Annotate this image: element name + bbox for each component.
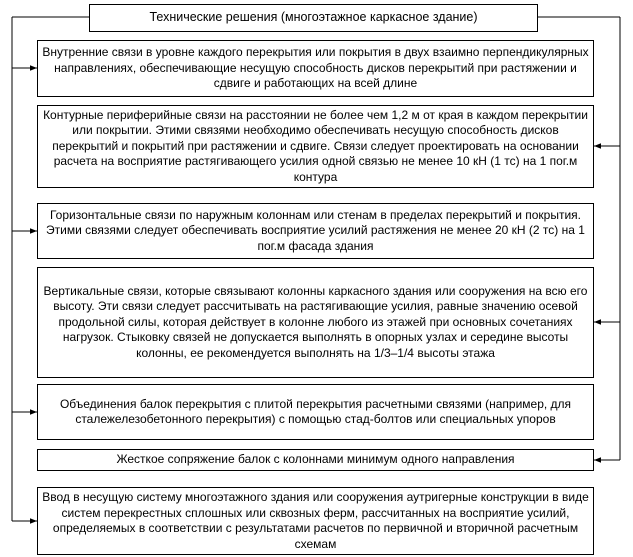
solution-text-1: Внутренние связи в уровне каждого перекрытия или покрытия в двух взаимно перпендикулярных направлениях, обеспечивающие несущую способность дисков перекрытий при растяжении и сдвиге и работающих на всей длине — [42, 45, 589, 91]
solution-text-7: Ввод в несущую систему многоэтажного здания или сооружения аутригерные конструкции в виде систем перекрестных сплошных или сквозных ферм, рассчитанных на восприятие усилий, определяемых в соответствии с результатами расчетов по первичной и вторичной расчетным схемам — [42, 490, 589, 551]
solution-text-4: Вертикальные связи, которые связывают колонны каркасного здания или сооружения на всю его высоту. Эти связи следует рассчитывать на растягивающие усилия, равные значению осевой продольной силы, которая действует в колонне любого из этажей при основных сочетаниях нагрузок. Стыковку связей не допускается выполнять в опорных узлах и середине высоты колонны, ее рекомендуется выполнять на 1/3–1/4 высоты этажа — [43, 283, 588, 360]
solution-box-6 — [37, 449, 594, 471]
solution-text-6: Жесткое сопряжение балок с колоннами минимум одного направления — [116, 452, 515, 467]
solution-text-2: Контурные периферийные связи на расстоянии не более чем 1,2 м от края в каждом перекрытии или покрытии. Этими связями необходимо обеспечивать несущую способность дисков перекрытий и покрытий при растяжении и сдвиге. Связи следует проектировать на основании расчета на восприятие растягивающего усилия одной связью не менее 10 кН (1 тс) на 1 пог.м контура — [43, 107, 588, 184]
solution-box-4 — [37, 267, 594, 378]
solution-box-7 — [37, 487, 594, 555]
solution-text-3: Горизонтальные связи по наружным колоннам или стенам в пределах перекрытий и покрытия. Этими связями следует обеспечивать восприятие усилий растяжения не менее 20 кН (2 тс) на 1 пог.м фасада здания — [46, 207, 585, 253]
solution-text-5: Объединения балок перекрытия с плитой перекрытия расчетными связями (например, для сталежелезобетонного перекрытия) с помощью стад-болтов или специальных упоров — [59, 396, 572, 426]
diagram-title: Технические решения (многоэтажное каркасное здание) — [149, 10, 478, 25]
diagram-title-box — [89, 4, 538, 32]
solution-box-2 — [37, 105, 594, 188]
solution-box-3 — [37, 203, 594, 259]
solution-box-5 — [37, 384, 594, 440]
solution-box-1 — [37, 40, 594, 97]
